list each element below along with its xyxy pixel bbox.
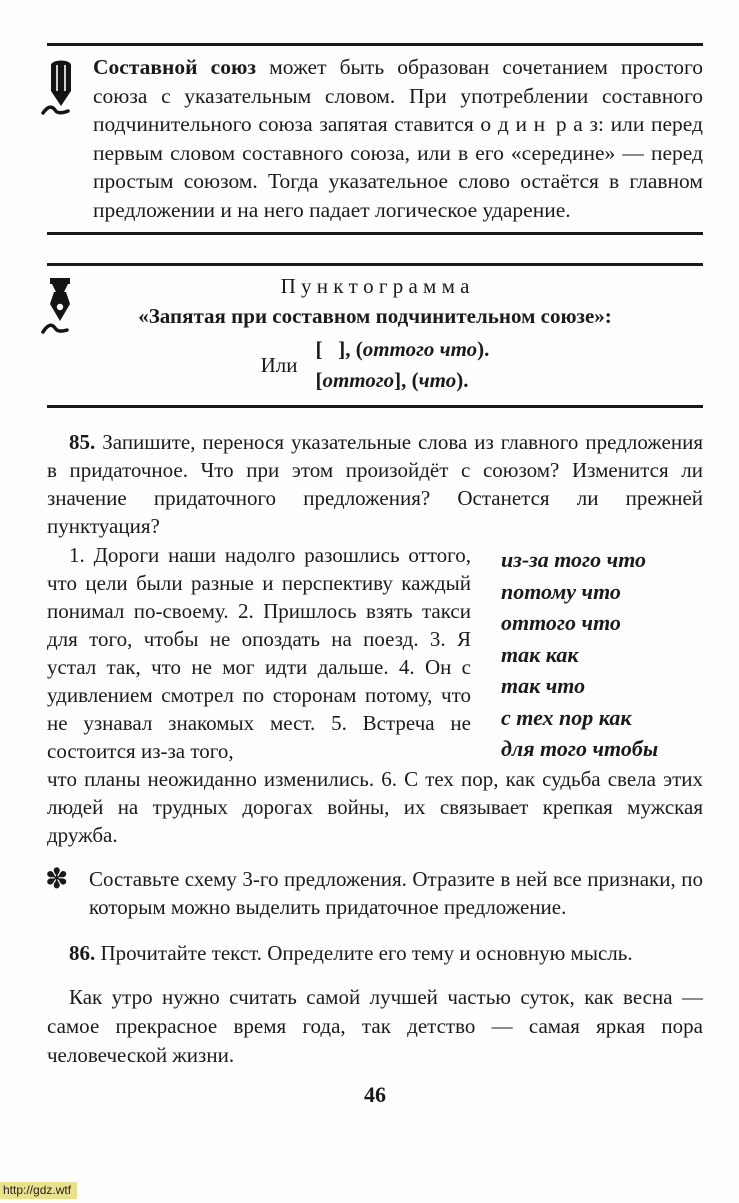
exercise-86 bbox=[47, 939, 703, 1070]
punctogram-title: П у н к т о г р а м м а bbox=[280, 274, 470, 298]
punctogram-bottom-rule bbox=[47, 405, 703, 408]
extra-note-text: Составьте схему 3-го предложения. Отразите в ней все признаки, по которым можно выделить придаточное предложение. bbox=[89, 867, 703, 919]
formula1-conjunction: оттого что bbox=[362, 337, 478, 361]
formula1-brackets: [ ], ( bbox=[315, 337, 363, 361]
formula2-mid: ], ( bbox=[394, 368, 419, 392]
exercise-85-extra-note bbox=[47, 865, 703, 921]
exercise-86-number: 86. bbox=[69, 941, 96, 965]
conjunction-item: так как bbox=[501, 641, 579, 667]
punctogram-subtitle: «Запятая при составном подчинительном союзе»: bbox=[138, 304, 612, 328]
exercise-85 bbox=[47, 428, 703, 921]
exercise-85-sentences-continued: что планы неожиданно изменились. 6. С тех пор, как судьба свела этих людей на трудных дорогах войны, их связывает крепкая мужская дружба. bbox=[47, 767, 703, 847]
conjunction-item: для того чтобы bbox=[501, 736, 659, 761]
conjunction-item: потому что bbox=[501, 578, 621, 604]
pencil-icon bbox=[47, 104, 87, 121]
pen-nib-icon bbox=[41, 274, 79, 343]
conjunction-item: так что bbox=[501, 673, 586, 698]
page-content bbox=[47, 0, 703, 1108]
exercise-86-text: Как утро нужно считать самой лучшей частью суток, как весна — самое прекрасное время года, так детство — самая яркая пора человеческой жизни. bbox=[47, 985, 703, 1067]
conjunction-item: с тех пор как bbox=[501, 704, 632, 730]
formula2-word2: что bbox=[418, 368, 457, 392]
page-number: 46 bbox=[364, 1082, 386, 1107]
formula1-close: ). bbox=[477, 337, 490, 361]
punctogram-block bbox=[47, 266, 703, 405]
theory-marker bbox=[47, 53, 93, 224]
exercise-85-task bbox=[47, 428, 703, 540]
theory-block bbox=[47, 46, 703, 232]
theory-body-text: может быть образован сочетанием простого союза с указательным словом. При употреблении составного подчинительного союза запятая ставится о д и н р а з: или перед первым словом составного союза, или в его «середине» — перед простым союзом. Тогда указательное слово остаётся в главном предложении и на него падает логическое ударение. bbox=[93, 55, 703, 222]
exercise-85-number: 85. bbox=[69, 430, 96, 454]
conjunction-list bbox=[501, 541, 658, 765]
exercise-86-task bbox=[47, 939, 703, 967]
formula2-close: ). bbox=[456, 368, 469, 392]
asterisk-icon: ✽ bbox=[45, 864, 69, 895]
theory-bottom-rule bbox=[47, 232, 703, 235]
punctogram-formula bbox=[47, 334, 703, 396]
watermark-link[interactable]: http://gdz.wtf bbox=[0, 1182, 77, 1199]
formula2-open: [ bbox=[315, 368, 323, 392]
formula-line-2 bbox=[315, 365, 489, 396]
formula-lines bbox=[315, 334, 489, 396]
conjunction-item: оттого что bbox=[501, 610, 621, 635]
formula2-word1: оттого bbox=[322, 368, 395, 392]
exercise-86-task-text: Прочитайте текст. Определите его тему и основную мысль. bbox=[100, 941, 633, 965]
exercise-85-sentences: 1. Дороги наши надолго разошлись оттого, что цели были разные и перспективу каждый понимал по-своему. 2. Пришлось взять такси для того, чтобы не опоздать на поезд. 3. Я устал так, что не мог идти дальше. 4. Он с удивлением смотрел по сторонам потому, что не узнавал знакомых мест. 5. Встреча не состоится из-за того, bbox=[47, 543, 471, 763]
theory-paragraph bbox=[93, 53, 703, 224]
exercise-85-columns bbox=[47, 541, 703, 765]
conjunction-item: из-за того что bbox=[501, 547, 647, 572]
formula-line-1 bbox=[315, 334, 489, 365]
exercise-85-task-text: Запишите, перенося указательные слова из главного предложения в придаточное. Что при этом произойдёт с союзом? Изменится ли значение придаточного предложения? Останется ли прежней пунктуация? bbox=[47, 430, 704, 538]
theory-term: Составной союз bbox=[93, 55, 257, 79]
or-label: Или bbox=[260, 352, 298, 377]
